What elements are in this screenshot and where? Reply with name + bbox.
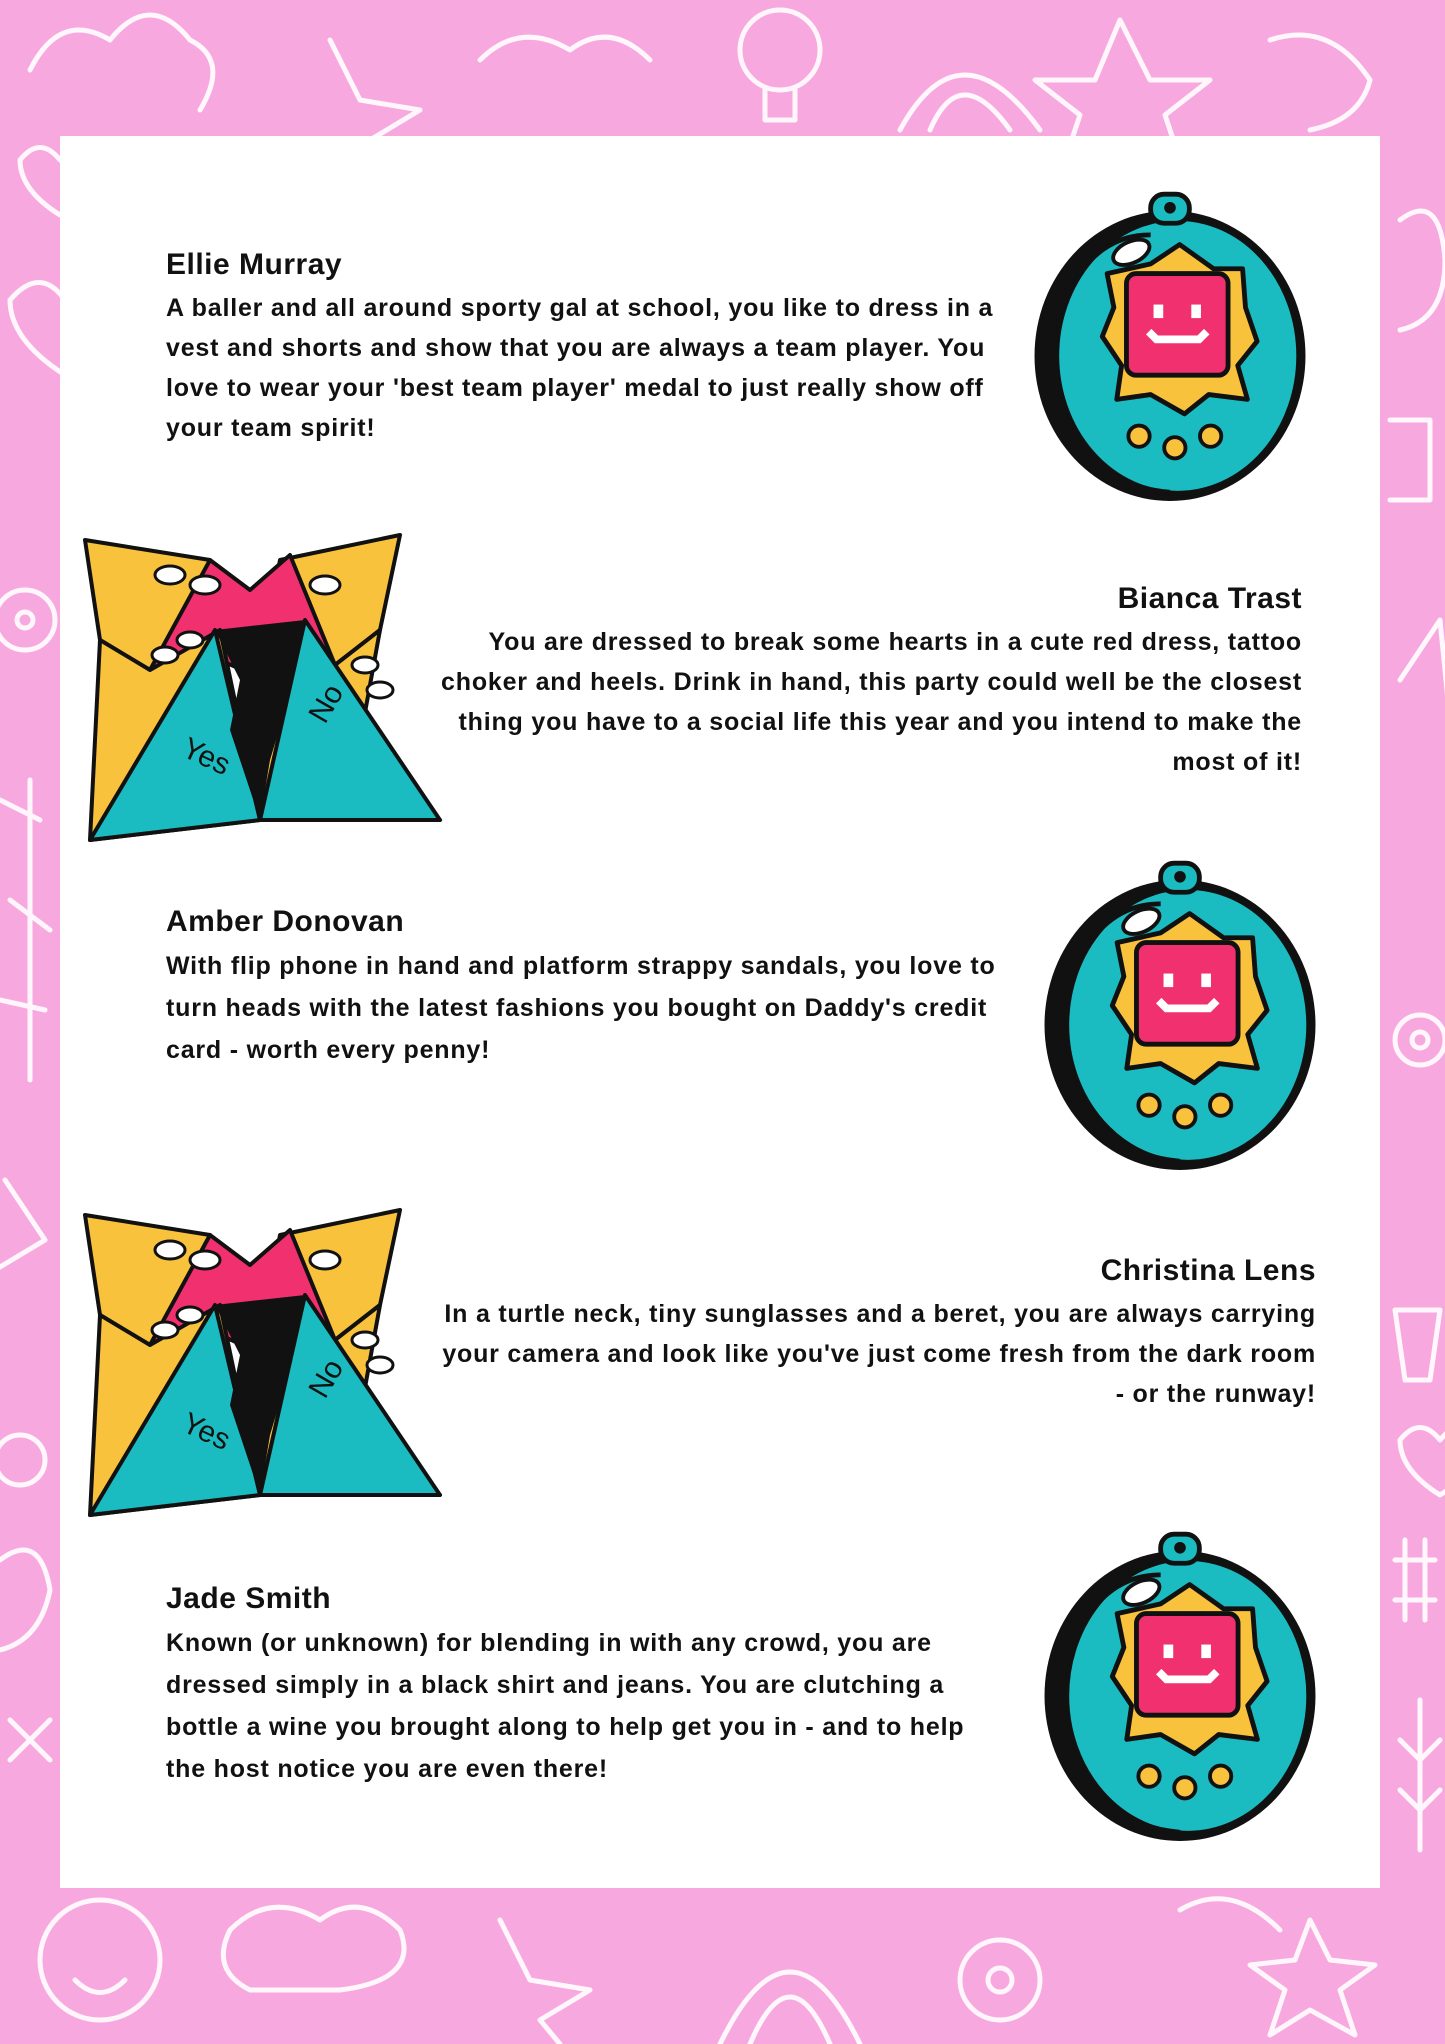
rainbow-doodle-icon (900, 75, 1040, 130)
character-description: You are dressed to break some hearts in a cute red dress, tattoo choker and heels. Drink in hand, this party could well be the closest thing you have to a social life this year and you intend to make the most of it! (441, 628, 1302, 776)
character-name: Ellie Murray (166, 248, 343, 281)
character-name: Bianca Trast (1117, 582, 1302, 615)
character-jade (166, 1582, 1006, 1790)
hash-doodle-icon (1395, 1540, 1435, 1620)
character-name: Christina Lens (1100, 1254, 1316, 1287)
flower-doodle-icon (1395, 1015, 1445, 1065)
tamagotchi-icon (1020, 186, 1320, 516)
character-name: Amber Donovan (166, 905, 405, 938)
cloud-doodle-icon (223, 1907, 404, 1990)
leaf-doodle-icon (0, 800, 50, 1010)
fortune-no-label: No (302, 1353, 351, 1404)
swirl-doodle-icon (1270, 35, 1370, 130)
bubble-doodle-icon (0, 1550, 50, 1650)
heart-doodle-icon (1400, 211, 1445, 330)
character-description: In a turtle neck, tiny sunglasses and a beret, you are always carrying your camera and look like you've just come fresh from the dark room - or the runway! (442, 1300, 1316, 1408)
tamagotchi-icon (1030, 1526, 1330, 1856)
character-christina (430, 1254, 1316, 1414)
bubble-doodle-icon (480, 37, 650, 60)
rainbow-doodle-icon (720, 1972, 860, 2044)
fortune-teller-icon (80, 530, 450, 850)
fortune-yes-label: Yes (177, 731, 236, 783)
character-description: A baller and all around sporty gal at school, you like to dress in a vest and shorts and show that you are always a team player. You love to wear your 'best team player' medal to just really show off your team spirit! (166, 294, 994, 442)
star-doodle-icon (1250, 1920, 1375, 2035)
sparkle-doodle-icon (500, 1920, 590, 2044)
leaf-doodle-icon (1400, 1700, 1440, 1850)
cloud-doodle-icon (30, 15, 213, 110)
heart-doodle-icon (1400, 1428, 1445, 1496)
flower-doodle-icon (0, 590, 55, 650)
character-name: Jade Smith (166, 1582, 332, 1615)
kite-doodle-icon (0, 1180, 45, 1270)
sun-doodle-icon (0, 1435, 45, 1485)
character-description: With flip phone in hand and platform strappy sandals, you love to turn heads with the latest fashions you bought on Daddy's credit card - worth every penny! (166, 952, 996, 1064)
fortune-yes-label: Yes (177, 1406, 236, 1458)
character-ellie (166, 248, 1006, 448)
smiley-doodle-icon (40, 1900, 160, 2020)
fortune-no-label: No (302, 678, 351, 729)
character-bianca (420, 582, 1302, 782)
lightbulb-doodle-icon (740, 10, 820, 90)
pot-doodle-icon (1395, 1310, 1440, 1380)
kite-doodle-icon (1400, 620, 1445, 720)
fortune-teller-icon (80, 1205, 450, 1525)
character-amber (166, 905, 1006, 1071)
character-description: Known (or unknown) for blending in with any crowd, you are dressed simply in a black shirt and jeans. You are clutching a bottle a wine you brought along to help get you in - and to help the host notice you are even there! (166, 1629, 965, 1783)
tamagotchi-icon (1030, 855, 1330, 1185)
hat-doodle-icon (1390, 420, 1430, 500)
flower-doodle-icon (960, 1940, 1040, 2020)
swirl-doodle-icon (1180, 1899, 1280, 1930)
